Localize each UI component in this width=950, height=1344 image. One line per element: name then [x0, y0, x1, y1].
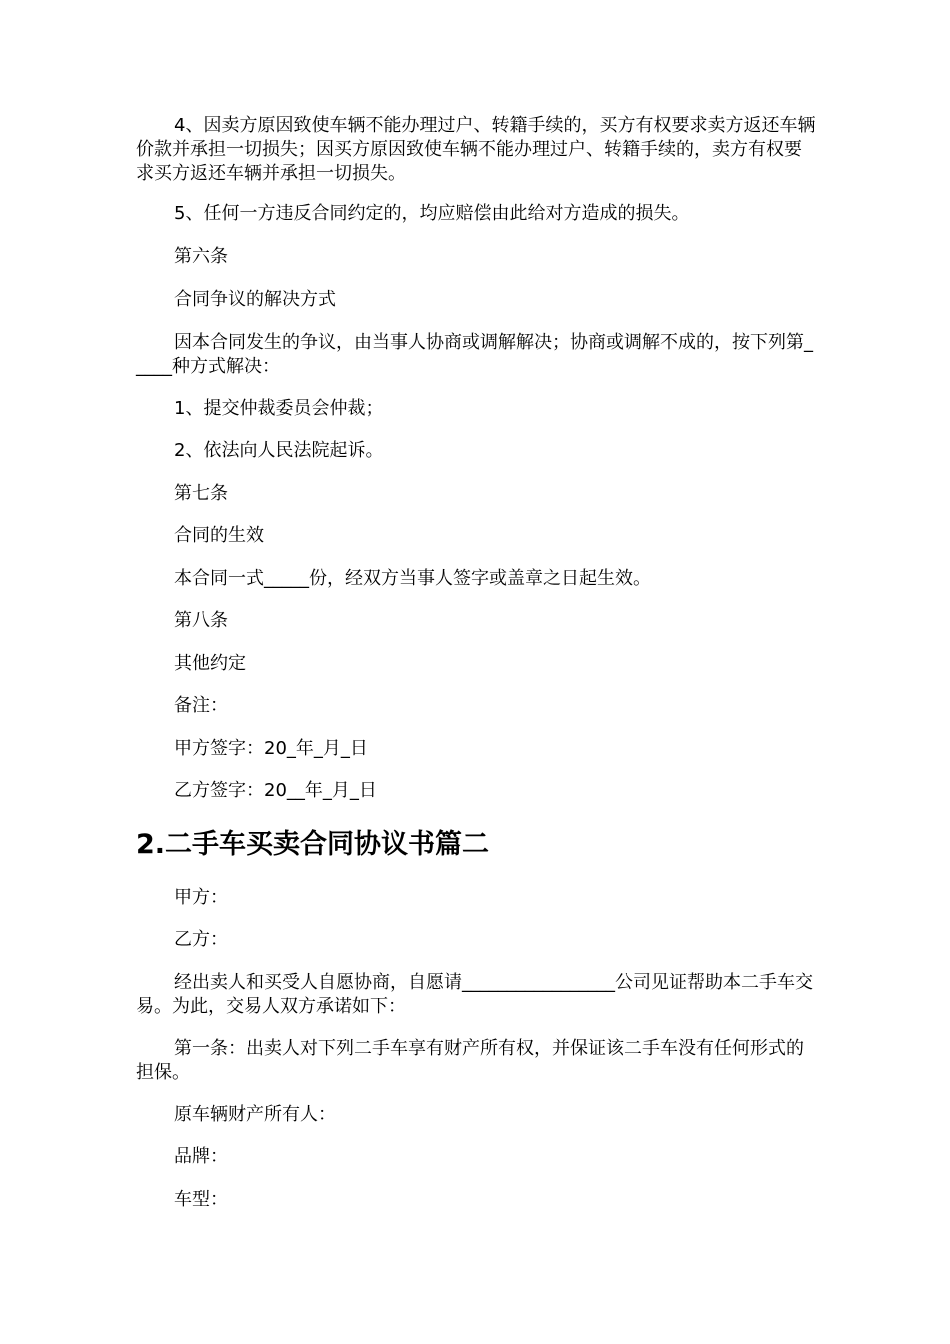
article-6-title: 第六条 [174, 246, 228, 267]
party-b-signature: 乙方签字：20__年_月_日 [174, 780, 377, 801]
clause-4: 4、因卖方原因致使车辆不能办理过户、转籍手续的，买方有权要求卖方返还车辆价款并承担一切损失；因买方原因致使车辆不能办理过户、转籍手续的，卖方有权要求买方返还车辆并承担一切损失。 [136, 115, 816, 184]
article-7-heading: 合同的生效 [174, 525, 264, 546]
party-a-signature: 甲方签字：20_年_月_日 [174, 738, 368, 759]
article-6-heading: 合同争议的解决方式 [174, 289, 336, 310]
article-8-heading: 其他约定 [174, 653, 246, 674]
article-6-option-1: 1、提交仲裁委员会仲裁； [174, 398, 384, 419]
intro-paragraph: 经出卖人和买受人自愿协商，自愿请_________________公司见证帮助本二手车交易。为此，交易人双方承诺如下： [136, 972, 813, 1017]
remark-label: 备注： [174, 695, 228, 716]
clause-5: 5、任何一方违反合同约定的，均应赔偿由此给对方造成的损失。 [174, 203, 690, 224]
section-2-title: 2.二手车买卖合同协议书篇二 [136, 829, 490, 860]
article-8-title: 第八条 [174, 610, 228, 631]
article-7-title: 第七条 [174, 483, 228, 504]
article-6-body: 因本合同发生的争议，由当事人协商或调解解决；协商或调解不成的，按下列第_____种方式解决： [136, 332, 813, 377]
party-b-label: 乙方： [174, 929, 228, 950]
original-owner-label: 原车辆财产所有人： [174, 1104, 336, 1125]
article-1-paragraph: 第一条：出卖人对下列二手车享有财产所有权，并保证该二手车没有任何形式的担保。 [136, 1038, 804, 1083]
article-7-body: 本合同一式_____份，经双方当事人签字或盖章之日起生效。 [174, 568, 651, 589]
party-a-label: 甲方： [174, 887, 228, 908]
article-6-option-2: 2、依法向人民法院起诉。 [174, 440, 384, 461]
brand-label: 品牌： [174, 1146, 228, 1167]
model-label: 车型： [174, 1189, 228, 1210]
